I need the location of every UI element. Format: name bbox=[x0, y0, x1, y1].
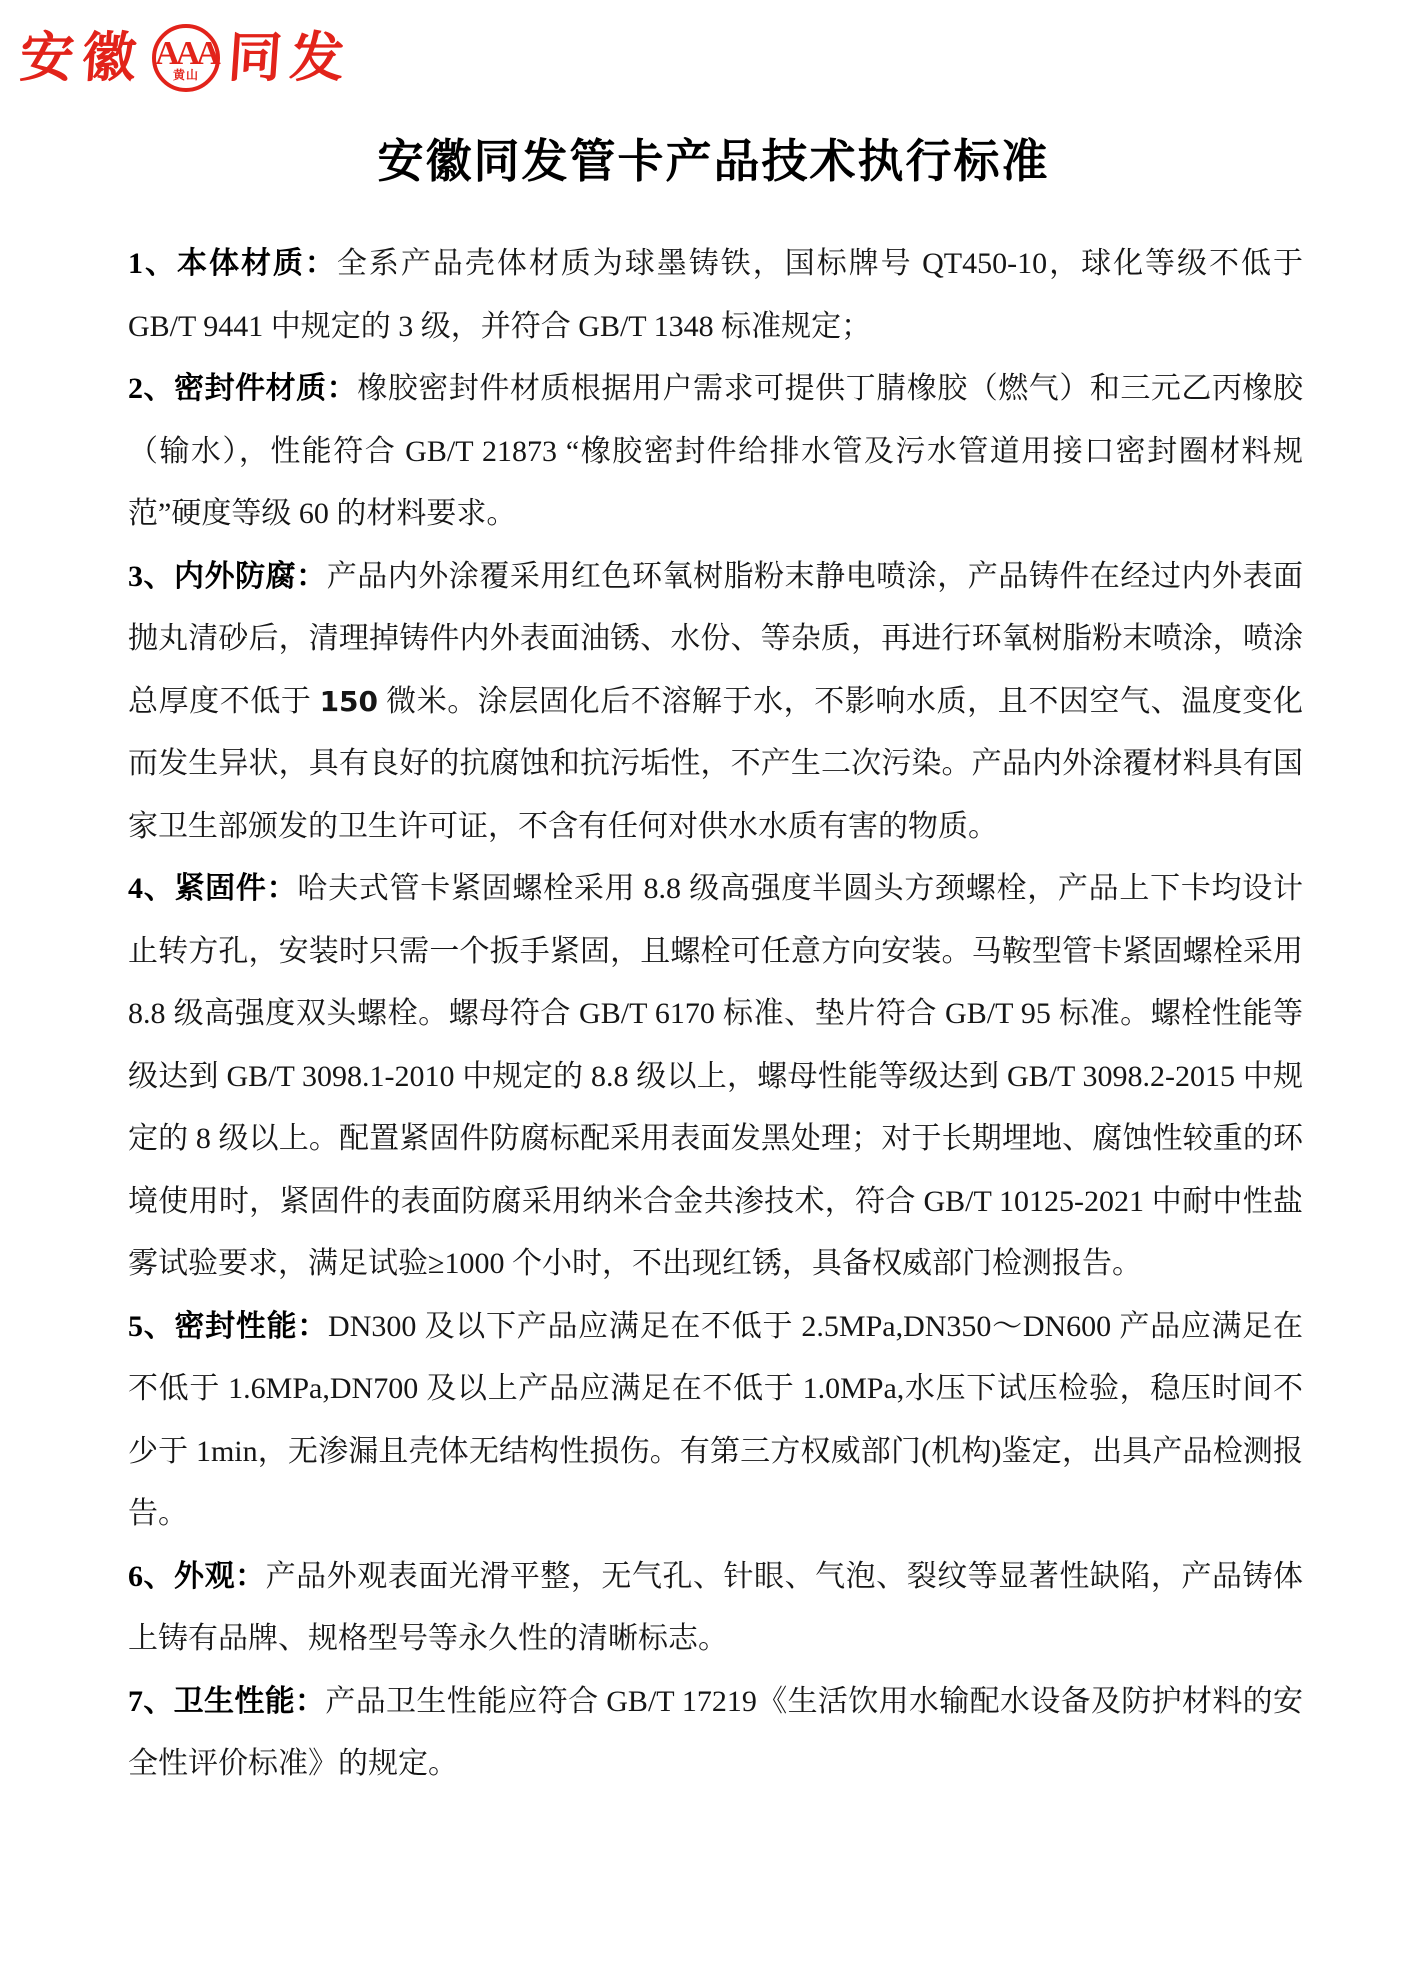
paragraph-3-text-2: 微米。涂层固化后不溶解于水，不影响水质，且不因空气、温度变化而发生异状，具有良好的抗腐蚀和抗污垢性，不产生二次污染。产品内外涂覆材料具有国家卫生部颁发的卫生许可证，不含有任何对供水水质有害的物质。 bbox=[128, 684, 1304, 843]
paragraph-2-text: 橡胶密封件材质根据用户需求可提供丁腈橡胶（燃气）和三元乙丙橡胶（输水），性能符合 GB/T 21873 “橡胶密封件给排水管及污水管道用接口密封圈材料规范”硬度等级 60 的材料要求。 bbox=[128, 372, 1304, 530]
paragraph-4-label: 4、紧固件： bbox=[128, 872, 298, 905]
paragraph-3-text-1: 产品内外涂覆采用红色环氧树脂粉末静电喷涂，产品铸件在经过内外表面抛丸清砂后，清理掉铸件内外表面油锈、水份、等杂质，再进行环氧树脂粉末喷涂，喷涂总厚度不低于 bbox=[128, 559, 1304, 718]
paragraph-6-label: 6、外观： bbox=[128, 1559, 266, 1593]
paragraph-3-thickness-value: 150 bbox=[319, 684, 379, 718]
paragraph-fasteners bbox=[128, 858, 1303, 1296]
company-logo bbox=[17, 24, 355, 92]
badge-aaa-text: AAA bbox=[155, 35, 217, 72]
paragraph-body-material bbox=[128, 233, 1303, 358]
document-title: 安徽同发管卡产品技术执行标准 bbox=[377, 136, 1050, 187]
paragraph-3-label: 3、内外防腐： bbox=[128, 559, 327, 593]
paragraph-anticorrosion bbox=[128, 546, 1303, 859]
document-body bbox=[128, 233, 1303, 1796]
paragraph-sealing-performance bbox=[128, 1296, 1303, 1546]
paragraph-4-text: 哈夫式管卡紧固螺栓采用 8.8 级高强度半圆头方颈螺栓，产品上下卡均设计止转方孔，安装时只需一个扳手紧固，且螺栓可任意方向安装。马鞍型管卡紧固螺栓采用 8.8 级高强度双头螺栓。螺母符合 GB/T 6170 标准、垫片符合 GB/T 95 标准。螺栓性能等级达到 GB/T 3098.1-2010 中规定的 8.8 级以上，螺母性能等级达到 GB/T 3098.2-2015 中规定的 8 级以上。配置紧固件防腐标配采用表面发黑处理；对于长期埋地、腐蚀性较重的环境使用时，紧固件的表面防腐采用纳米合金共渗技术，符合 GB/T 10125-2021 中耐中性盐雾试验要求，满足试验≥1000 个小时，不出现红锈，具备权威部门检测报告。 bbox=[128, 872, 1304, 1280]
logo-text-anhui: 安徽 bbox=[17, 28, 147, 88]
paragraph-6-text: 产品外观表面光滑平整，无气孔、针眼、气泡、裂纹等显著性缺陷，产品铸体上铸有品牌、规格型号等永久性的清晰标志。 bbox=[128, 1559, 1304, 1655]
paragraph-hygienic-performance bbox=[128, 1671, 1303, 1796]
paragraph-1-label: 1、本体材质： bbox=[128, 247, 337, 280]
aaa-certification-badge-icon bbox=[152, 24, 220, 92]
paragraph-7-label: 7、卫生性能： bbox=[128, 1684, 326, 1718]
badge-huangshan-text: 黄山 bbox=[172, 68, 199, 82]
paragraph-5-text: DN300 及以下产品应满足在不低于 2.5MPa,DN350～DN600 产品应满足在不低于 1.6MPa,DN700 及以上产品应满足在不低于 1.0MPa,水压下试压检验，稳压时间不少于 1min，无渗漏且壳体无结构性损伤。有第三方权威部门(机构)鉴定，出具产品检测报告。 bbox=[128, 1309, 1303, 1530]
paragraph-2-label: 2、密封件材质： bbox=[128, 372, 358, 405]
paragraph-7-text: 产品卫生性能应符合 GB/T 17219《生活饮用水输配水设备及防护材料的安全性评价标准》的规定。 bbox=[128, 1684, 1303, 1780]
paragraph-appearance bbox=[128, 1546, 1303, 1671]
paragraph-5-label: 5、密封性能： bbox=[128, 1309, 329, 1343]
paragraph-1-text: 全系产品壳体材质为球墨铸铁，国标牌号 QT450-10，球化等级不低于 GB/T 9441 中规定的 3 级，并符合 GB/T 1348 标准规定； bbox=[128, 247, 1304, 343]
paragraph-seal-material bbox=[128, 358, 1303, 546]
logo-text-tongfa: 同发 bbox=[225, 28, 355, 88]
